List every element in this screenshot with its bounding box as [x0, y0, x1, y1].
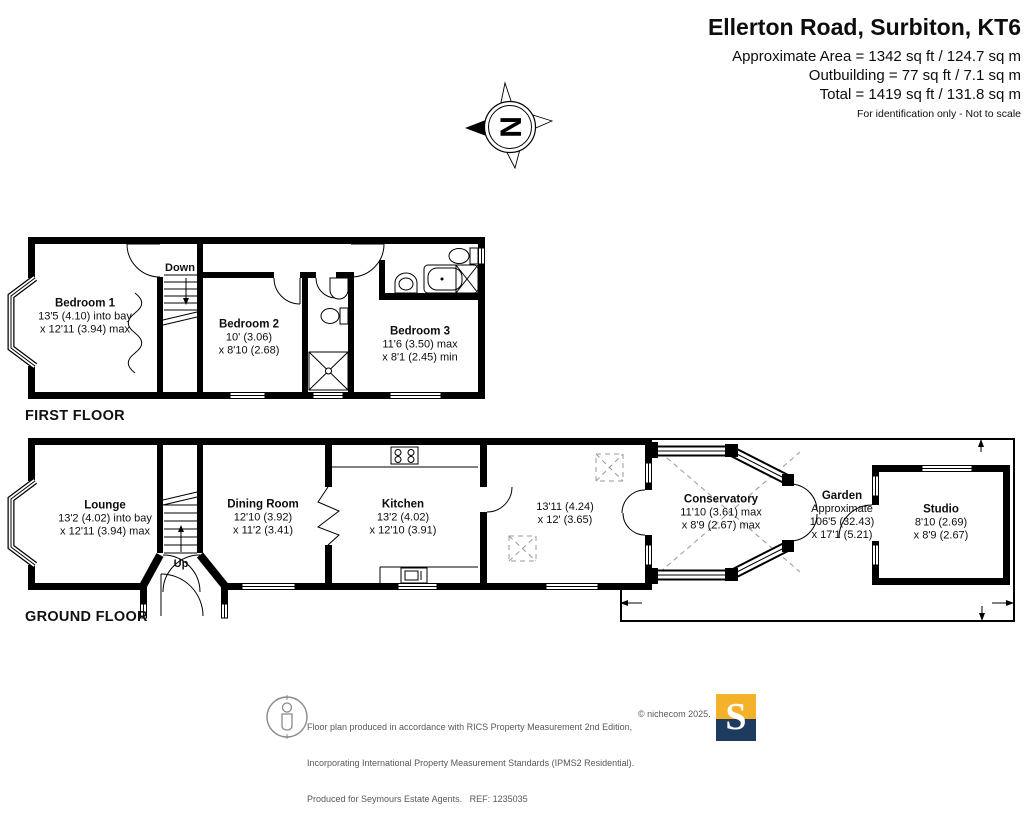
stairs-first	[163, 275, 197, 325]
room-label-kitchen: Kitchen 13'2 (4.02) x 12'10 (3.91)	[369, 498, 437, 537]
stairs-ground	[163, 492, 197, 553]
page-title: Ellerton Road, Surbiton, KT6	[707, 14, 1021, 40]
room-label-dining-room: Dining Room 12'10 (3.92) x 11'2 (3.41)	[227, 498, 299, 537]
logo-letter: S	[725, 696, 747, 738]
compass-letter: N	[493, 116, 527, 138]
window	[222, 604, 228, 618]
area-line-1: Approximate Area = 1342 sq ft / 124.7 sq m	[732, 48, 1021, 65]
footer-line-1: Floor plan produced in accordance with RICS Property Measurement 2nd Edition,	[307, 722, 633, 732]
basin-icon	[395, 273, 417, 293]
toilet-icon	[449, 248, 478, 264]
room-label-studio: Studio 8'10 (2.69) x 8'9 (2.67)	[913, 503, 969, 542]
window	[646, 463, 652, 483]
window	[313, 393, 343, 399]
room-label-garden: Garden Approximate 106'5 (32.43) x 17'1 (5.21)	[809, 490, 875, 541]
compass-icon	[465, 83, 552, 168]
window	[873, 545, 879, 565]
disclaimer: For identification only - Not to scale	[857, 108, 1021, 120]
footer-text	[307, 697, 634, 829]
window	[922, 466, 972, 472]
footer-line-3: Produced for Seymours Estate Agents. REF: 1235035	[307, 794, 528, 804]
room-label-bedroom-3: Bedroom 3 11'6 (3.50) max x 8'1 (2.45) min	[382, 325, 458, 364]
door-arc	[622, 490, 645, 535]
door-arc	[487, 487, 512, 512]
window	[546, 584, 598, 590]
toilet-icon	[321, 308, 348, 324]
room-label-reception: 13'11 (4.24) x 12' (3.65)	[536, 501, 594, 526]
room-label-bedroom-1: Bedroom 1 13'5 (4.10) into bay x 12'11 (3.94) max	[38, 297, 132, 336]
hob-icon	[391, 447, 418, 464]
window	[398, 584, 437, 590]
area-line-3: Total = 1419 sq ft / 131.8 sq m	[819, 86, 1021, 103]
bathtub-icon	[424, 265, 478, 293]
window	[390, 393, 441, 399]
stairs-label-down: Down	[165, 262, 195, 274]
stairs-label-up: Up	[173, 558, 189, 570]
copyright: © nichecom 2025.	[638, 709, 711, 719]
sink-icon	[401, 568, 427, 583]
footer-line-2: Incorporating International Property Measurement Standards (IPMS2 Residential).	[307, 758, 635, 768]
basin-icon	[330, 278, 348, 299]
footer	[0, 690, 1024, 804]
room-label-conservatory: Conservatory 11'10 (3.61) max x 8'9 (2.67) max	[680, 493, 762, 532]
bay-window-first	[11, 278, 35, 366]
room-label-bedroom-2: Bedroom 2 10' (3.06) x 8'10 (2.68)	[218, 318, 280, 357]
window	[646, 545, 652, 565]
window	[242, 584, 295, 590]
room-label-lounge: Lounge 13'2 (4.02) into bay x 12'11 (3.94) max	[58, 499, 152, 538]
opening-zigzag	[318, 487, 339, 545]
bay-window-ground	[11, 481, 35, 565]
shower-icon	[309, 352, 348, 390]
header	[708, 14, 1021, 120]
window	[479, 248, 485, 264]
window	[230, 393, 265, 399]
area-line-2: Outbuilding = 77 sq ft / 7.1 sq m	[808, 67, 1021, 84]
floor-label-ground: GROUND FLOOR	[25, 609, 148, 625]
floor-label-first: FIRST FLOOR	[25, 408, 125, 424]
seymours-logo	[716, 694, 756, 741]
